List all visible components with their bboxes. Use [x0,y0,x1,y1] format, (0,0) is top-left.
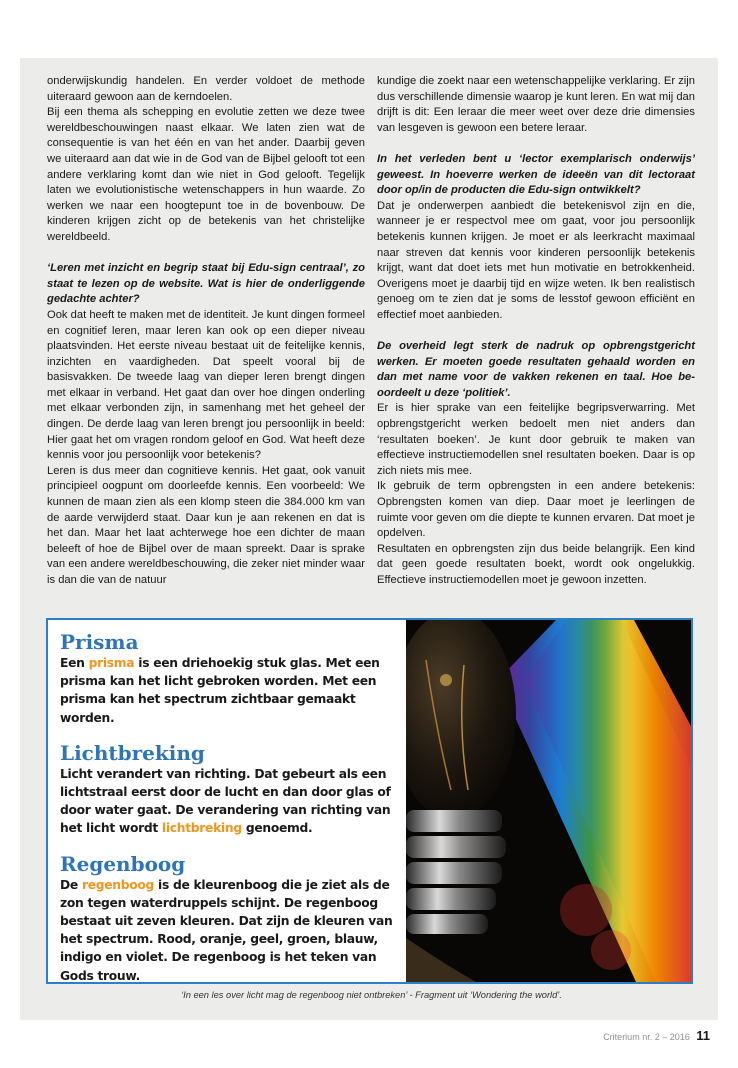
light-bulb-rainbow-icon [406,620,693,982]
interview-question: In het verleden bent u ‘lector exemplarisch onderwijs’ geweest. In hoeverre werken de ideeën van dit lectoraat door op/in de producten die Edu-sign ontwikkelt? [377,152,695,197]
paragraph: Leren is dus meer dan cognitieve kennis. Het gaat, ook vanuit principieel oogpunt om doorleefde kennis. Een voorbeeld: We kunnen de maan zien als een klomp steen die 384.000 km van de aarde verwijderd staat. Daar kun je aan rekenen en dat is het dan. Maar het laat achterwege hoe een dichter de maan beleeft of hoe de Bijbel over de maan spreekt. Daar is sprake van een andere wereldbeschouwing, die zeker niet minder waar is dan die van de natuur [47,464,365,586]
article-column-right [377,74,695,589]
page-number: 11 [696,1028,710,1043]
publication-info: Criterium nr. 2 – 2016 [603,1032,690,1042]
page-footer [603,1028,710,1043]
paragraph: Bij een thema als schepping en evolutie zetten we deze twee wereldbeschouwingen naast elkaar. We laten zien wat de consequentie is van het één en van het ander. Daarbij geven we uiteraard aan dat wie in de God van de Bijbel gelooft tot een andere verklaring komt dan wie niet in God gelooft. Tegelijk laten we evolutionistische wetenschappers in hun waarde. Zo werken we naar een hoogtepunt toe in de bovenbouw. De kinderen krijgen zicht op de betekenis van het christelijke wereldbeeld. [47,106,365,243]
lichtbreking-definition: Licht verandert van richting. Dat gebeurt als een lichtstraal eerst door de lucht en dan door glas of door water gaat. De verandering van richting van het licht wordt lichtbreking genoemd. [60,766,391,836]
paragraph: Resultaten en opbrengsten zijn dus beide belangrijk. Een kind dat geen goede resultaten boekt, wordt ook ongelukkig. Effectieve instructiemodellen moet je gewoon inzetten. [377,542,695,586]
lesson-fragment-box [46,618,693,984]
regenboog-definition: De regenboog is de kleurenboog die je ziet als de zon tegen waterdruppels schijnt. De regenboog bestaat uit zeven kleuren. Dat zijn de kleuren van het spectrum. Rood, oranje, geel, groen, blauw, indigo en violet. De regenboog is het teken van Gods trouw. [60,877,393,983]
prisma-heading: Prisma [60,630,139,654]
article-column-left [47,74,365,589]
paragraph: Dat je onderwerpen aanbiedt die betekenisvol zijn en die, wanneer je er respectvol mee om gaat, voor jou persoonlijk betekenis kunnen krijgen. Je moet er als leerkracht maximaal naar streven dat kennis voor kinderen persoonlijk betekenis krijgt, want dat doet iets met hun motivatie en betrokkenheid. Overigens moet je daarbij tijd en wijze weten. Ik ben realistisch genoeg om te zien dat je soms de lesstof gewoon efficiënt en effectief moet aanbieden. [377,199,695,321]
interview-question: De overheid legt sterk de nadruk op opbrengstgericht werken. Er moeten goede resultaten gehaald worden en dan met name voor de vakken rekenen en taal. Hoe beoordeelt u deze ‘politiek’. [377,340,695,399]
prisma-term: prisma [88,656,135,670]
lichtbreking-term: lichtbreking [161,821,242,836]
regenboog-heading: Regenboog [60,851,186,876]
paragraph: Ik gebruik de term opbrengsten in een andere betekenis: Opbrengsten komen van diep. Daar moet je leerlingen de ruimte voor geven om die diepte te kunnen ervaren. Dat moet je opdelven. [377,480,695,540]
paragraph: Er is hier sprake van een feitelijke begripsverwarring. Met opbrengstgericht werken bedoelt men niet anders dan ‘resultaten boeken’. Je kunt door gebruik te maken van effectieve instructiemodellen snel resultaten boeken. Daar is op zich niets mis mee. [377,402,695,477]
paragraph: kundige die zoekt naar een wetenschappelijke verklaring. Er zijn dus verschillende dimensie waarop je kunt leren. En wat mij dan drijft is dit: Een leraar die meer weet over deze drie dimensies van lesgeven is gewoon een betere leraar. [377,75,695,134]
prisma-definition: Een prisma is een driehoekig stuk glas. Met een prisma kan het licht gebroken worden. Met een prisma kan het spectrum zichtbaar gemaakt worden. [60,656,380,725]
regenboog-term: regenboog [81,877,155,892]
lesson-fragment-text [60,630,400,984]
lichtbreking-heading: Lichtbreking [60,740,205,765]
light-bulb-rainbow-photo [406,620,693,982]
interview-question: ‘Leren met inzicht en begrip staat bij Edu-sign centraal’, zo staat te lezen op de website. Wat is hier de onderliggende gedachte achter? [47,262,365,306]
paragraph: onderwijskundig handelen. En verder voldoet de methode uiteraard gewoon aan de kerndoelen. [47,75,365,103]
paragraph: Ook dat heeft te maken met de identiteit. Je kunt dingen formeel en cognitief leren, maar leren kan ook op een dieper niveau plaatsvinden. Het eerste niveau bestaat uit de feitelijke kennis, inzichten en vaardigheden. Dat speelt vooral bij de basisvakken. De tweede laag van dieper leren brengt dingen met elkaar in verband. Het gaat dan over hoe dingen onderling met elkaar verbonden zijn, in samenhang met het geheel der dingen. De derde laag van leren brengt jou persoonlijk in beeld: Hier gaat het om vragen rondom geloof en God. Wat heeft deze kennis voor jou persoonlijk voor betekenis? [47,308,365,462]
figure-caption: ‘In een les over licht mag de regenboog niet ontbreken’ - Fragment uit ‘Wondering the world’. [181,990,562,1000]
